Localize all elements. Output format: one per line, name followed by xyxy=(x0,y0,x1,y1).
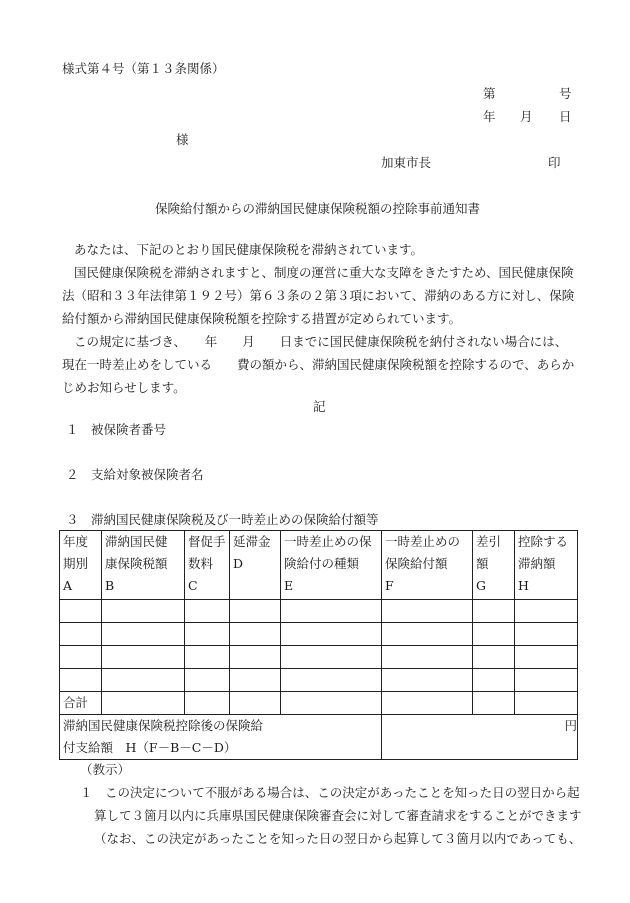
item-insured-number: １ 被保険者番号 xyxy=(66,422,167,437)
notice-line-1: １ この決定について不服がある場合は、この決定があったことを知った日の翌日から起 xyxy=(80,785,580,800)
header-cell-dunning-fee: 督促手 数料 C xyxy=(185,531,230,600)
header-cell-difference: 差引 額 G xyxy=(473,531,515,600)
body-line-7: じめお知らせします。 xyxy=(62,380,186,395)
body-line-1: あなたは、下記のとおり国民健康保険税を滞納されています。 xyxy=(74,242,424,257)
body-text xyxy=(62,238,582,399)
header-cell-benefit-amount: 一時差止めの 保険給付額 F xyxy=(382,531,473,600)
header-cell-benefit-type: 一時差止めの保 険給付の種類 E xyxy=(281,531,382,600)
amounts-table xyxy=(59,530,578,760)
seal-mark: 印 xyxy=(548,155,561,170)
ki-label: 記 xyxy=(313,399,326,414)
header-cell-fiscal-year: 年度 期別 A xyxy=(60,531,102,600)
issuer-name: 加東市長 xyxy=(381,155,432,170)
notice-line-3: （なお、この決定があったことを知った日の翌日から起算して３箇月以内であっても、 xyxy=(94,831,582,846)
form-number: 様式第４号（第１３条関係） xyxy=(62,61,225,76)
header-cell-delinquent-tax: 滞納国民健 康保険税額 B xyxy=(102,531,185,600)
table-header-row xyxy=(60,531,578,600)
body-line-6: 現在一時差止めをしている 費の額から、滞納国民健康保険税額を控除するので、あらか xyxy=(62,357,575,372)
item-amounts-heading: ３ 滞納国民健康保険税及び一時差止めの保険給付額等 xyxy=(66,512,379,527)
table-final-row xyxy=(60,715,578,760)
final-amount-value: 円 xyxy=(382,715,578,760)
notice-line-2: 算して３箇月以内に兵庫県国民健康保険審査会に対して審査請求をすることができます xyxy=(94,808,582,823)
date-year: 年 xyxy=(483,109,496,124)
date-day: 日 xyxy=(559,109,572,124)
header-cell-late-fee: 延滞金 D xyxy=(230,531,281,600)
table-total-row xyxy=(60,692,578,715)
total-label: 合計 xyxy=(60,692,102,715)
table-row xyxy=(60,669,578,692)
addressee-suffix: 様 xyxy=(176,132,189,147)
final-amount-label: 滞納国民健康保険税控除後の保険給 付支給額 H（F－B－C－D） xyxy=(60,715,382,760)
notice-label: （教示） xyxy=(80,762,131,777)
body-line-4: 給付額から滞納国民健康保険税額を控除する措置が定められています。 xyxy=(62,311,462,326)
table-row xyxy=(60,623,578,646)
table-row xyxy=(60,600,578,623)
header-cell-deduction: 控除する 滞納額 H xyxy=(515,531,578,600)
body-line-3: 法（昭和３３年法律第１９２号）第６３条の２第３項において、滞納のある方に対し、保険 xyxy=(62,288,575,303)
body-line-5: この規定に基づき、 年 月 日までに国民健康保険税を納付されない場合には、 xyxy=(74,334,568,349)
doc-number-prefix: 第 xyxy=(483,86,496,101)
doc-number-suffix: 号 xyxy=(559,86,572,101)
body-line-2: 国民健康保険税を滞納されますと、制度の運営に重大な支障をきたすため、国民健康保険 xyxy=(74,265,574,280)
item-recipient-name: ２ 支給対象被保険者名 xyxy=(66,467,204,482)
document-title: 保険給付額からの滞納国民健康保険税額の控除事前通知書 xyxy=(155,201,481,216)
table-row xyxy=(60,646,578,669)
date-month: 月 xyxy=(520,109,533,124)
